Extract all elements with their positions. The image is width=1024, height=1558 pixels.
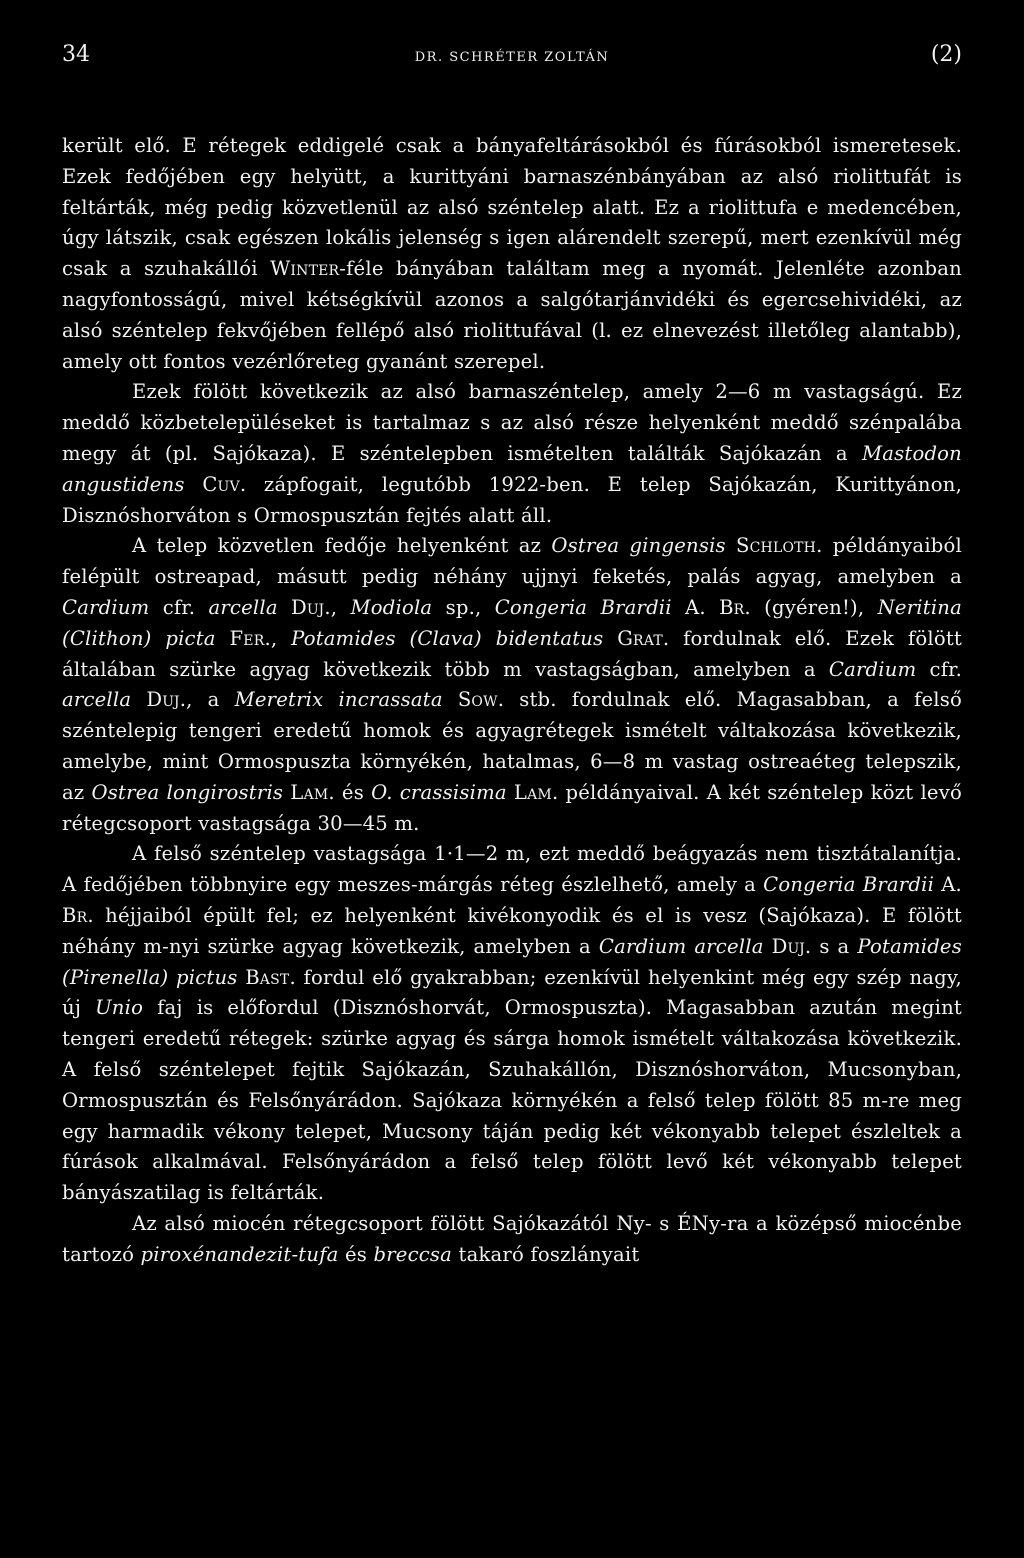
- taxon-name: Mastodon angustidens: [62, 441, 962, 496]
- taxon-name: O. crassisima: [371, 780, 507, 804]
- text-run: A felső széntelep vastagsága 1·1—2 m, ezt meddő beágyazás nem tisztátalanítja. A fedőjében többnyire egy meszes-márgás réteg észlelhető, amely a: [62, 842, 962, 897]
- text-run: . stb. fordulnak elő. Magasabban, a felső széntelepig tengeri eredetű homok és agyagrétegek ismételt váltakozása következik, amelybe, mint Ormospuszta környékén, hatalmas, 6—8 m vastag ostreaéteg telepszik, az: [62, 688, 962, 804]
- text-run: [278, 596, 291, 619]
- text-run: cfr.: [916, 657, 962, 681]
- text-run: [603, 627, 617, 650]
- text-run: . s a: [804, 934, 858, 958]
- text-run: . fordul elő gyakrabban; ezenkívül helyenkint még egy szép nagy, új: [62, 965, 962, 1020]
- taxon-name: Cardium arcella: [598, 934, 764, 958]
- paragraph: [62, 1209, 962, 1271]
- taxon-name: Congeria Brardii: [494, 595, 672, 619]
- author-name: Winter: [270, 257, 340, 281]
- text-run: A.: [671, 595, 720, 619]
- taxon-name: Potamides (Pirenella) pictus: [62, 934, 962, 989]
- paragraph: [62, 531, 962, 839]
- text-run: [443, 688, 458, 711]
- text-run: [726, 534, 736, 557]
- running-head: DR. SCHRÉTER ZOLTÁN: [414, 50, 610, 65]
- author-name: Duj: [290, 595, 325, 619]
- text-run: A.: [934, 873, 962, 897]
- text-run: . (gyéren!),: [744, 595, 878, 619]
- text-run: . példányaival. A két széntelep közt levő rétegcsoport vastagsága 30—45 m.: [62, 780, 962, 835]
- author-name: Sow: [457, 688, 498, 712]
- author-name: Schloth: [736, 534, 817, 558]
- text-run: ., a: [179, 688, 235, 712]
- taxon-name: Congeria Brardii: [763, 873, 935, 897]
- taxon-name: Unio: [95, 996, 144, 1020]
- taxon-name: Potamides (Clava) bidentatus: [291, 626, 604, 650]
- taxon-name: Cardium: [62, 595, 150, 619]
- text-run: Az alsó miocén rétegcsoport fölött Sajókazától Ny- s ÉNy-ra a középső miocénbe tartozó: [62, 1211, 962, 1266]
- taxon-name: Modiola: [350, 595, 433, 619]
- text-run: . héjjaiból épült fel; ez helyenként kivékonyodik és el is vesz (Sajókaza). E fölött néhány m-nyi szürke agyag következik, amelyben a: [62, 903, 962, 958]
- taxon-name: Cardium: [828, 657, 917, 681]
- text-run: [131, 688, 146, 711]
- taxon-name: Neritina (Clithon) picta: [62, 595, 962, 650]
- text-run: . és: [328, 780, 372, 804]
- taxon-name: Ostrea gingensis: [551, 534, 726, 558]
- author-name: Duj: [771, 934, 805, 958]
- author-name: Bast: [245, 965, 290, 989]
- page-header: [62, 42, 962, 76]
- text-run: [507, 781, 514, 804]
- paragraph: [62, 131, 962, 377]
- paragraph: [62, 377, 962, 531]
- text-run: és: [338, 1242, 374, 1266]
- text-run: [216, 627, 230, 650]
- taxon-name: arcella: [62, 688, 132, 712]
- text-run: A telep közvetlen fedője helyenként az: [132, 534, 552, 558]
- text-run: faj is előfordul (Disznóshorvát, Ormospuszta). Magasabban azután megint tengeri eredetű rétegek: szürke agyag és sárga homok ismételt váltakozása következik. A felső széntelepet fejtik Sajókazán, Szuhakállón, Disznóshorváton, Mucsonyban, Ormospusztán és Felsőnyárádon. Sajókaza környékén a felső telep fölött 85 m-re meg egy harmadik vékony telepet, Mucsony táján pedig két vékonyabb telepet észleltek a fúrások alkalmával. Felsőnyárádon a felső telep fölött levő két vékonyabb telepet bányászatilag is feltárták.: [62, 996, 962, 1205]
- author-name: Br: [62, 903, 88, 927]
- taxon-name: arcella: [208, 595, 278, 619]
- paragraph: [62, 839, 962, 1209]
- author-name: Lam: [513, 780, 552, 804]
- text-run: [764, 935, 772, 958]
- text-run: került elő. E rétegek eddigelé csak a bányafeltárásokból és fúrásokból ismeretesek. Ezek fedőjében egy helyütt, a kurittyáni barnaszénbányában az alsó riolittufát is feltárták, még pedig közvetlenül az alsó széntelep alatt. Ez a riolittufa e medencében, úgy látszik, csak egészen lokális jelenség s igen alárendelt szerepű, mert ezenkívül még csak a szuhakállói: [62, 134, 962, 281]
- page-number: 34: [62, 42, 90, 67]
- body-text: [62, 131, 962, 1270]
- author-name: Cuv: [202, 472, 240, 496]
- issue-number: (2): [930, 42, 962, 67]
- taxon-name: Meretrix incrassata: [234, 688, 443, 712]
- author-name: Lam: [290, 780, 329, 804]
- text-run: takaró foszlányait: [452, 1242, 640, 1266]
- author-name: Fer: [229, 626, 265, 650]
- text-run: Ezek fölött következik az alsó barnaszéntelep, amely 2—6 m vastagságú. Ez meddő közbetelepüléseket is tartalmaz s az alsó része helyenként meddő szénpalába megy át (pl. Sajókaza). E széntelepben ismételten találták Sajókazán a: [62, 380, 962, 465]
- taxon-name: piroxénandezit-tufa: [140, 1242, 339, 1266]
- text-run: -féle bányában találtam meg a nyomát. Jelenléte azonban nagyfontosságú, mivel kétségkívül azonos a salgótarjánvidéki és egercsehividéki, az alsó széntelep fekvőjében fellépő alsó riolittufával (l. ez elnevezést illetőleg alantabb), amely ott fontos vezérlőreteg gyanánt szerepel.: [62, 257, 962, 373]
- text-run: cfr.: [149, 595, 209, 619]
- text-run: . zápfogait, legutóbb 1922-ben. E telep Sajókazán, Kurittyánon, Disznóshorváton s Ormospusztán fejtés alatt áll.: [62, 472, 962, 527]
- taxon-name: breccsa: [373, 1242, 453, 1266]
- author-name: Br: [719, 595, 745, 619]
- author-name: Duj: [146, 688, 180, 712]
- text-run: [185, 473, 203, 496]
- taxon-name: Ostrea longirostris: [91, 780, 284, 804]
- text-run: .,: [324, 595, 351, 619]
- text-run: sp.,: [432, 595, 495, 619]
- text-run: . példányaiból felépült ostreapad, másutt pedig néhány ujjnyi feketés, palás agyag, amelyben a: [62, 534, 962, 589]
- author-name: Grat: [617, 626, 663, 650]
- text-run: .,: [264, 626, 292, 650]
- text-run: . fordulnak elő. Ezek fölött általában szürke agyag következik több m vastagságban, amelyben a: [62, 626, 962, 681]
